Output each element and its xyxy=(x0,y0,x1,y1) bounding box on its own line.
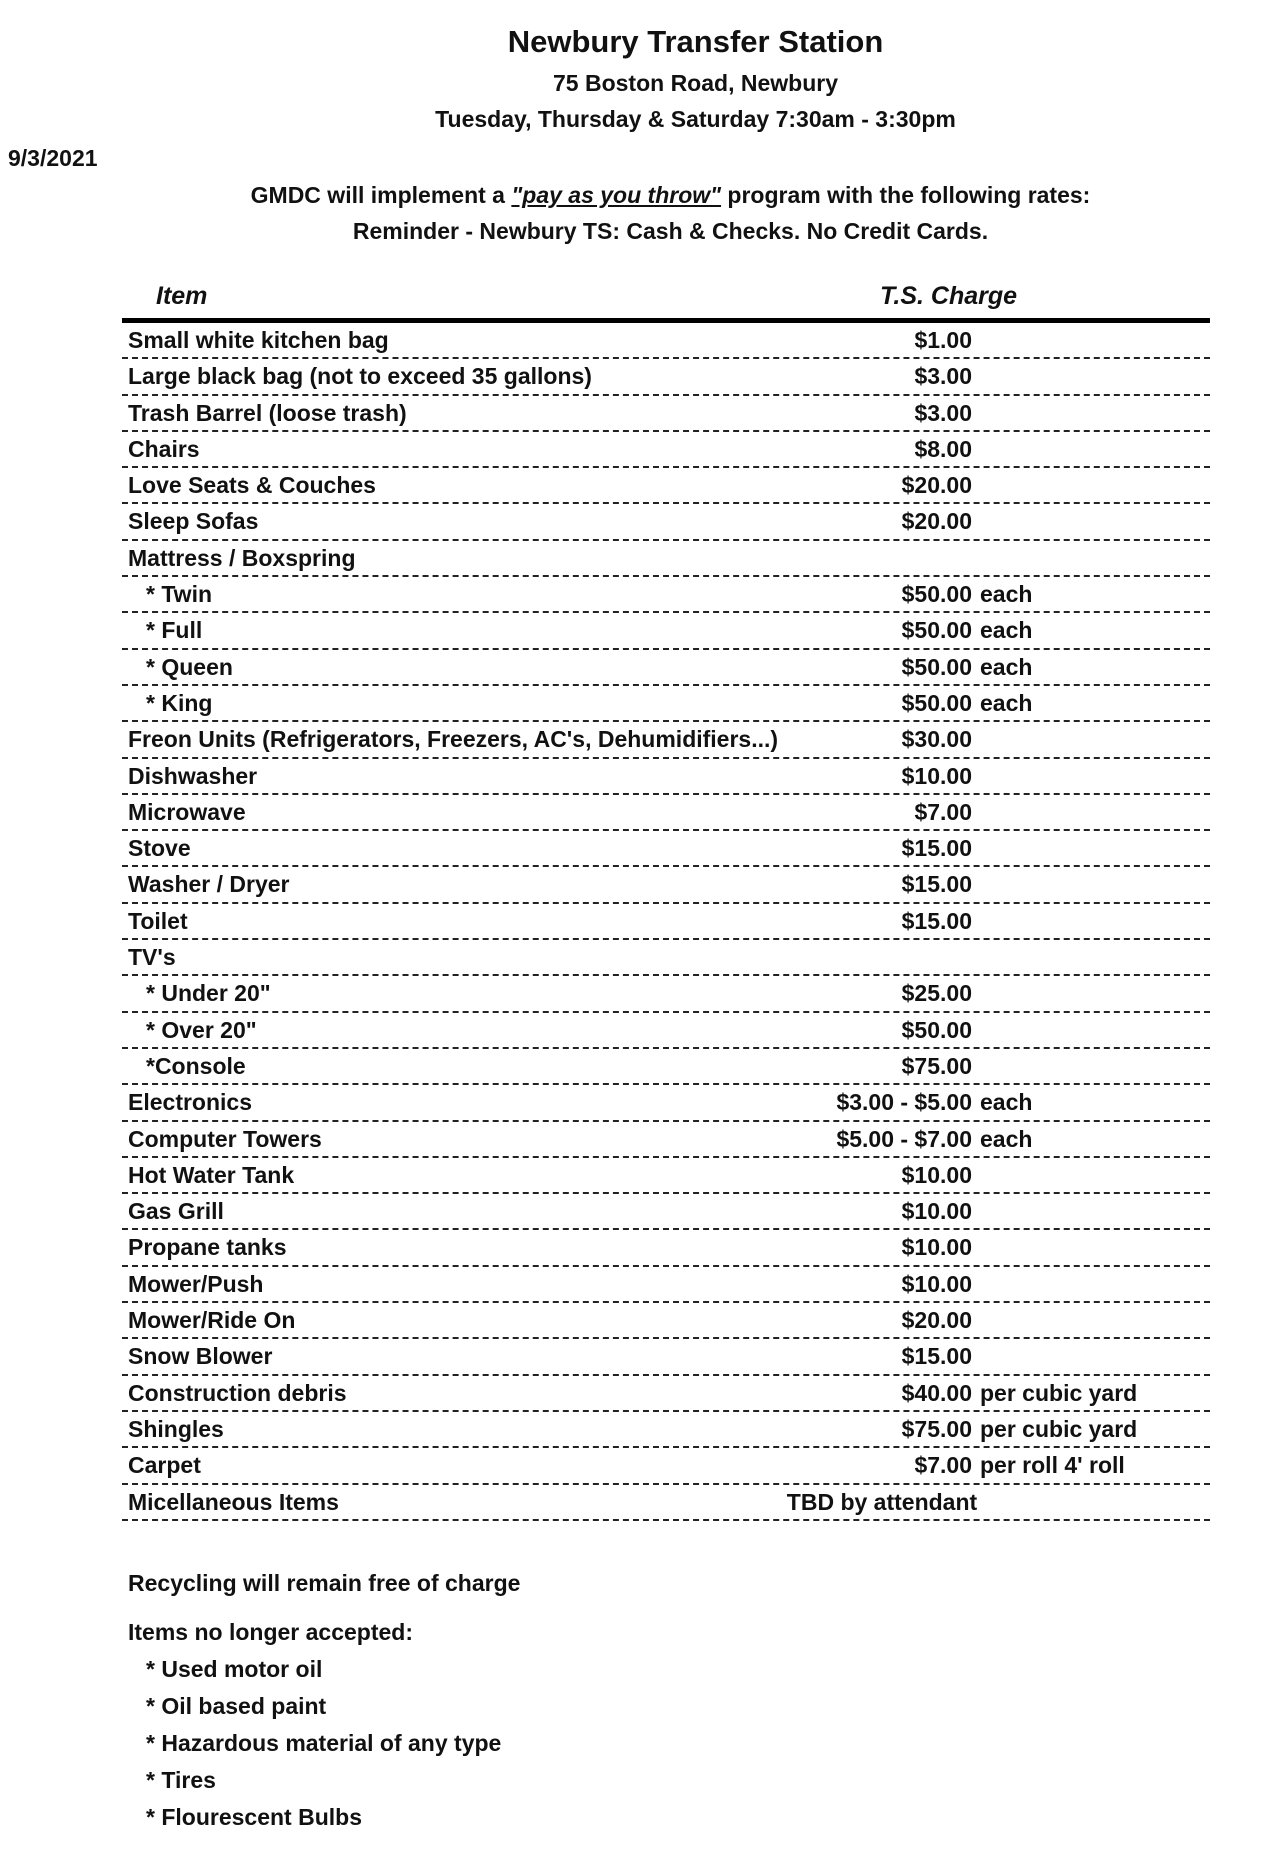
row-item: * Under 20" xyxy=(146,980,271,1007)
table-row xyxy=(122,1122,1210,1158)
row-charge xyxy=(682,835,1142,862)
row-item: Propane tanks xyxy=(128,1234,287,1261)
row-price: $7.00 xyxy=(914,798,972,825)
row-item: Small white kitchen bag xyxy=(128,327,389,353)
program-emphasis: "pay as you throw" xyxy=(511,182,722,208)
row-item: Toilet xyxy=(128,907,188,934)
table-row xyxy=(122,867,1210,903)
row-price: $20.00 xyxy=(901,508,972,535)
row-price: $15.00 xyxy=(901,871,972,898)
table-row xyxy=(122,976,1210,1012)
table-row xyxy=(122,1194,1210,1230)
row-item: Stove xyxy=(128,835,191,862)
row-price: $7.00 xyxy=(914,1452,972,1479)
row-charge xyxy=(682,944,1142,971)
row-item: Carpet xyxy=(128,1452,201,1479)
row-charge xyxy=(682,763,1142,790)
table-row xyxy=(122,1049,1210,1085)
row-item: * Queen xyxy=(146,653,233,680)
page-title: Newbury Transfer Station xyxy=(507,24,884,59)
program-prefix: GMDC will implement a xyxy=(250,182,512,208)
row-charge xyxy=(682,1126,1142,1153)
row-price: $50.00 xyxy=(901,1016,972,1043)
column-header-item: Item xyxy=(156,282,208,310)
row-price: $10.00 xyxy=(901,762,972,789)
row-price: $15.00 xyxy=(901,835,972,862)
row-price-unit: per cubic yard xyxy=(980,1415,1138,1442)
table-row xyxy=(122,359,1210,395)
row-charge xyxy=(682,1489,1142,1516)
row-item: Gas Grill xyxy=(128,1198,224,1225)
row-price: $25.00 xyxy=(901,980,972,1007)
row-price: $3.00 xyxy=(914,363,972,390)
row-item: Snow Blower xyxy=(128,1343,273,1370)
row-charge xyxy=(682,726,1142,753)
no-longer-accepted-title: Items no longer accepted: xyxy=(128,1619,414,1645)
table-row xyxy=(122,396,1210,432)
row-charge xyxy=(682,1162,1142,1189)
row-price: $75.00 xyxy=(901,1052,972,1079)
row-price: $3.00 xyxy=(914,399,972,426)
row-item: * Twin xyxy=(146,581,213,608)
row-price: $75.00 xyxy=(901,1415,972,1442)
row-charge xyxy=(682,908,1142,935)
row-item: Love Seats & Couches xyxy=(128,472,376,499)
row-item: Freon Units (Refrigerators, Freezers, AC's, Dehumidifiers...) xyxy=(128,726,779,753)
table-row xyxy=(122,1485,1210,1521)
row-price: TBD by attendant xyxy=(786,1488,978,1515)
row-price-unit: each xyxy=(980,1089,1033,1116)
row-charge xyxy=(682,1416,1142,1443)
row-item: Construction debris xyxy=(128,1379,347,1406)
row-price: $5.00 - $7.00 xyxy=(836,1125,972,1152)
row-item: Large black bag (not to exceed 35 gallons) xyxy=(128,363,592,390)
table-row xyxy=(122,541,1210,577)
rate-table xyxy=(122,323,1210,1521)
table-row xyxy=(122,940,1210,976)
row-charge xyxy=(682,472,1142,499)
table-row xyxy=(122,577,1210,613)
row-price: $20.00 xyxy=(901,1307,972,1334)
table-row xyxy=(122,795,1210,831)
row-price: $10.00 xyxy=(901,1234,972,1261)
row-item: Dishwasher xyxy=(128,762,258,789)
table-row xyxy=(122,722,1210,758)
row-charge xyxy=(682,654,1142,681)
row-item: Microwave xyxy=(128,798,246,825)
row-charge xyxy=(682,1307,1142,1334)
row-price: $15.00 xyxy=(901,1343,972,1370)
footer xyxy=(128,1570,520,1841)
row-price: $10.00 xyxy=(901,1161,972,1188)
program-notice xyxy=(30,182,1281,209)
row-item: Sleep Sofas xyxy=(128,508,259,535)
row-item: Washer / Dryer xyxy=(128,871,290,898)
list-item: * Hazardous material of any type xyxy=(146,1730,502,1756)
table-row xyxy=(122,1448,1210,1484)
row-price: $15.00 xyxy=(901,907,972,934)
table-row xyxy=(122,1376,1210,1412)
row-item: Mower/Ride On xyxy=(128,1307,296,1334)
program-suffix: program with the following rates: xyxy=(721,182,1091,208)
list-item: * Flourescent Bulbs xyxy=(146,1804,362,1830)
row-charge xyxy=(682,1452,1142,1479)
row-price: $30.00 xyxy=(901,726,972,753)
row-charge xyxy=(682,690,1142,717)
list-item: * Tires xyxy=(146,1767,216,1793)
table-row xyxy=(122,1412,1210,1448)
table-row xyxy=(122,1230,1210,1266)
row-charge xyxy=(682,980,1142,1007)
row-charge xyxy=(682,363,1142,390)
row-charge xyxy=(682,1380,1142,1407)
row-price-unit: each xyxy=(980,1125,1033,1152)
row-item: Chairs xyxy=(128,435,200,462)
row-charge xyxy=(682,545,1142,572)
table-row xyxy=(122,1339,1210,1375)
row-charge xyxy=(682,1343,1142,1370)
row-price: $10.00 xyxy=(901,1270,972,1297)
column-header-charge: T.S. Charge xyxy=(880,282,1018,310)
row-charge xyxy=(682,799,1142,826)
table-row xyxy=(122,1013,1210,1049)
table-header xyxy=(122,280,1210,323)
row-item: Shingles xyxy=(128,1415,224,1442)
row-charge xyxy=(682,327,1142,354)
row-price-unit: per cubic yard xyxy=(980,1379,1138,1406)
row-price-unit: each xyxy=(980,689,1033,716)
table-row xyxy=(122,468,1210,504)
row-charge xyxy=(682,581,1142,608)
row-price-unit: per roll 4' roll xyxy=(980,1452,1125,1479)
row-price-unit: each xyxy=(980,653,1033,680)
row-price: $50.00 xyxy=(901,653,972,680)
table-row xyxy=(122,831,1210,867)
row-item: *Console xyxy=(146,1052,246,1079)
document-date: 9/3/2021 xyxy=(8,145,98,171)
row-charge xyxy=(682,1089,1142,1116)
hours: Tuesday, Thursday & Saturday 7:30am - 3:30pm xyxy=(435,106,956,132)
payment-reminder: Reminder - Newbury TS: Cash & Checks. No Credit Cards. xyxy=(352,218,989,244)
row-price: $50.00 xyxy=(901,689,972,716)
row-item: Trash Barrel (loose trash) xyxy=(128,399,407,426)
table-row xyxy=(122,759,1210,795)
row-price: $1.00 xyxy=(914,327,972,353)
row-price: $50.00 xyxy=(901,617,972,644)
row-price: $50.00 xyxy=(901,581,972,608)
row-price-unit: each xyxy=(980,617,1033,644)
row-item: Mattress / Boxspring xyxy=(128,544,356,571)
recycling-note: Recycling will remain free of charge xyxy=(128,1570,521,1596)
row-charge xyxy=(682,1017,1142,1044)
row-price: $10.00 xyxy=(901,1198,972,1225)
row-charge xyxy=(682,1198,1142,1225)
table-row xyxy=(122,650,1210,686)
row-item: Micellaneous Items xyxy=(128,1488,339,1515)
table-row xyxy=(122,1303,1210,1339)
no-longer-accepted-list xyxy=(128,1656,520,1831)
table-row xyxy=(122,904,1210,940)
row-price: $8.00 xyxy=(914,435,972,462)
row-charge xyxy=(682,871,1142,898)
row-item: * Over 20" xyxy=(146,1016,257,1043)
row-item: Mower/Push xyxy=(128,1270,264,1297)
row-charge xyxy=(682,508,1142,535)
row-charge xyxy=(682,400,1142,427)
row-charge xyxy=(682,1271,1142,1298)
row-item: Electronics xyxy=(128,1089,252,1116)
table-row xyxy=(122,613,1210,649)
list-item: * Used motor oil xyxy=(146,1656,323,1682)
row-price-unit: each xyxy=(980,581,1033,608)
table-row xyxy=(122,323,1210,359)
table-row xyxy=(122,432,1210,468)
row-price: $3.00 - $5.00 xyxy=(836,1089,972,1116)
row-item: * King xyxy=(146,689,213,716)
table-row xyxy=(122,1158,1210,1194)
row-charge xyxy=(682,1053,1142,1080)
table-row xyxy=(122,504,1210,540)
row-price: $20.00 xyxy=(901,472,972,499)
row-item: TV's xyxy=(128,944,176,971)
row-price: $40.00 xyxy=(901,1379,972,1406)
row-item: Computer Towers xyxy=(128,1125,322,1152)
row-charge xyxy=(682,1234,1142,1261)
row-charge xyxy=(682,436,1142,463)
table-row xyxy=(122,1085,1210,1121)
address: 75 Boston Road, Newbury xyxy=(553,70,838,96)
row-item: * Full xyxy=(146,617,203,644)
table-row xyxy=(122,1267,1210,1303)
table-row xyxy=(122,686,1210,722)
row-item: Hot Water Tank xyxy=(128,1161,295,1188)
row-charge xyxy=(682,617,1142,644)
list-item: * Oil based paint xyxy=(146,1693,327,1719)
